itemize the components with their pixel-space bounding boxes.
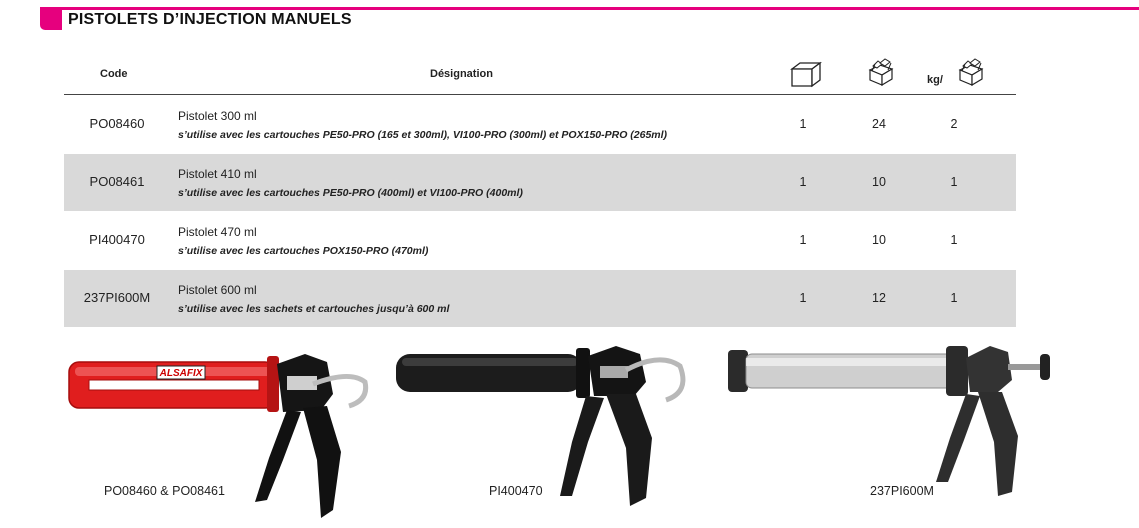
row-kg: 2 <box>950 117 958 131</box>
page-title: PISTOLETS D’INJECTION MANUELS <box>68 11 352 28</box>
product-photos <box>60 330 1060 528</box>
column-header-code: Code <box>100 68 128 80</box>
table-header <box>64 60 1016 94</box>
header-divider <box>64 94 1016 95</box>
row-description: s’utilise avec les sachets et cartouches jusqu’à 600 ml <box>178 303 450 315</box>
product-caption: 237PI600M <box>870 484 934 498</box>
header-accent-line <box>40 7 1139 10</box>
table-row <box>64 270 1016 327</box>
alsafix-logo: ALSAFIX <box>159 368 203 379</box>
row-carton-qty: 12 <box>872 291 886 305</box>
carton-box-icon <box>956 58 986 86</box>
row-kg: 1 <box>950 233 958 247</box>
row-unit-qty: 1 <box>799 291 807 305</box>
row-code: PI400470 <box>89 232 145 247</box>
row-name: Pistolet 410 ml <box>178 167 257 181</box>
row-unit-qty: 1 <box>799 233 807 247</box>
column-header-kg: kg/ <box>927 74 943 86</box>
table-row <box>64 154 1016 211</box>
row-kg: 1 <box>950 175 958 189</box>
row-code: PO08460 <box>89 116 145 131</box>
row-carton-qty: 10 <box>872 175 886 189</box>
black-caulking-gun-image <box>390 338 720 528</box>
product-caption: PO08460 & PO08461 <box>104 484 225 498</box>
product-caption: PI400470 <box>489 484 543 498</box>
row-name: Pistolet 600 ml <box>178 283 257 297</box>
row-name: Pistolet 470 ml <box>178 225 257 239</box>
row-kg: 1 <box>950 291 958 305</box>
column-header-designation: Désignation <box>430 68 493 80</box>
carton-box-icon <box>866 58 896 86</box>
row-description: s’utilise avec les cartouches PE50-PRO (400ml) et VI100-PRO (400ml) <box>178 187 523 199</box>
table-row <box>64 212 1016 269</box>
row-description: s’utilise avec les cartouches POX150-PRO (470ml) <box>178 245 429 257</box>
row-code: PO08461 <box>89 174 145 189</box>
row-description: s’utilise avec les cartouches PE50-PRO (165 et 300ml), VI100-PRO (300ml) et POX150-PRO (265ml) <box>178 129 668 141</box>
box-icon <box>790 60 822 88</box>
row-code: 237PI600M <box>83 290 151 305</box>
row-unit-qty: 1 <box>799 117 807 131</box>
table-row <box>64 96 1016 153</box>
row-carton-qty: 10 <box>872 233 886 247</box>
row-unit-qty: 1 <box>799 175 807 189</box>
row-name: Pistolet 300 ml <box>178 109 257 123</box>
row-carton-qty: 24 <box>872 117 886 131</box>
title-marker <box>40 10 62 30</box>
